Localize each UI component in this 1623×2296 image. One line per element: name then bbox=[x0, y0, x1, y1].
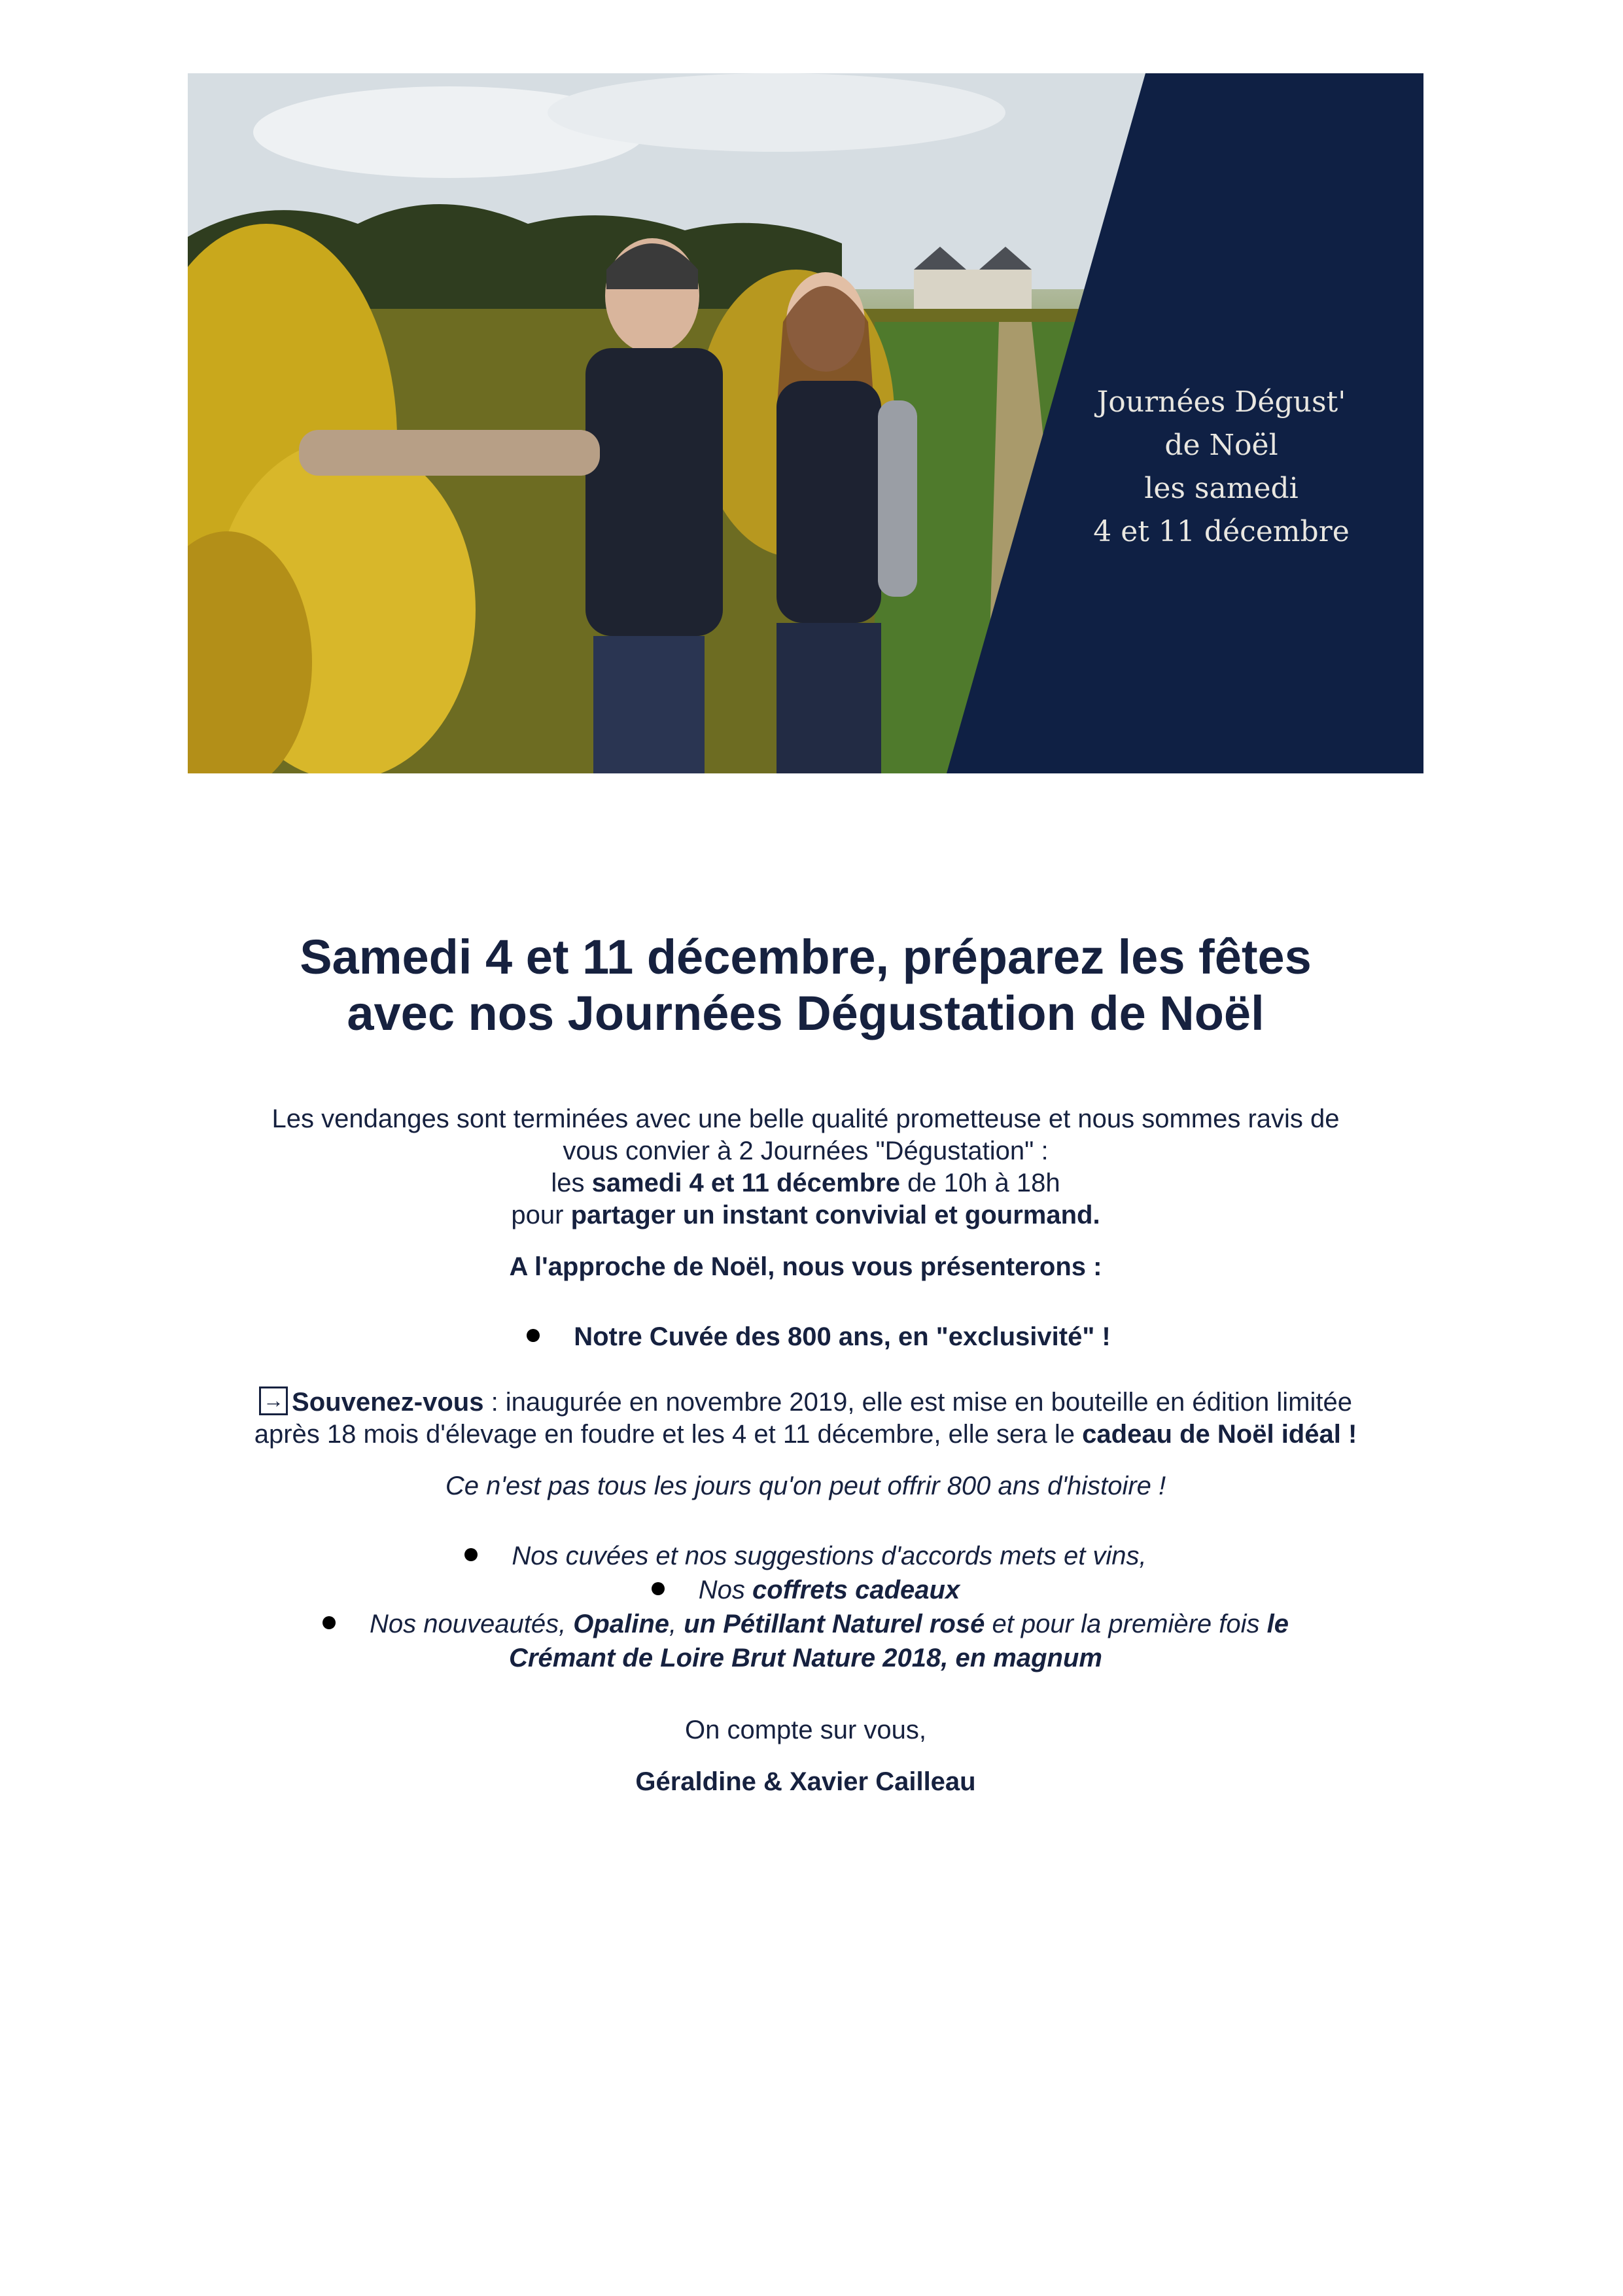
intro-line-1: Les vendanges sont terminées avec une belle qualité prometteuse et nous sommes ravis de vous convier à 2 Journées "Dégustation" : bbox=[271, 1104, 1340, 1165]
list-item-label: Notre Cuvée des 800 ans, en "exclusivité" ! bbox=[574, 1322, 1111, 1351]
list-item-connector: et pour la première fois bbox=[985, 1610, 1267, 1638]
gift-boxes: coffrets cadeaux bbox=[752, 1576, 960, 1604]
title-line-1: Samedi 4 et 11 décembre, préparez les fêtes bbox=[300, 930, 1312, 984]
product-opaline: Opaline bbox=[573, 1610, 669, 1638]
offers-list bbox=[188, 1539, 1423, 1675]
featured-list bbox=[188, 1320, 1423, 1354]
closing-line: On compte sur vous, bbox=[684, 1716, 927, 1744]
bullet-icon bbox=[464, 1548, 478, 1561]
product-cremant: le Crémant de Loire Brut Nature 2018, en magnum bbox=[509, 1610, 1289, 1672]
bullet-icon bbox=[323, 1616, 336, 1629]
intro-line-3 bbox=[247, 1199, 1365, 1231]
remember-paragraph bbox=[188, 1386, 1423, 1451]
remember-body: : inaugurée en novembre 2019, elle est mise en bouteille en édition limitée après 18 mois d'élevage en foudre et les 4 et 11 décembre, elle sera le bbox=[254, 1388, 1352, 1449]
header-banner bbox=[188, 73, 1423, 773]
remember-label: Souvenez-vous bbox=[292, 1388, 484, 1417]
history-tagline: Ce n'est pas tous les jours qu'on peut offrir 800 ans d'histoire ! bbox=[445, 1472, 1166, 1500]
product-petillant: un Pétillant Naturel rosé bbox=[684, 1610, 985, 1638]
list-item bbox=[188, 1607, 1423, 1675]
intro-dates: samedi 4 et 11 décembre bbox=[591, 1169, 900, 1197]
banner-line-3: les samedi bbox=[1144, 472, 1299, 505]
intro-line-2 bbox=[247, 1167, 1365, 1199]
list-item bbox=[188, 1573, 1423, 1607]
banner-line-2: de Noël bbox=[1164, 429, 1278, 462]
banner-caption bbox=[1038, 381, 1405, 554]
list-item bbox=[188, 1320, 1423, 1354]
page-title bbox=[188, 929, 1423, 1042]
list-item bbox=[188, 1539, 1423, 1573]
intro-line-2-pre: les bbox=[551, 1169, 592, 1197]
bullet-icon bbox=[652, 1582, 665, 1595]
approach-heading: A l'approche de Noël, nous vous présenterons : bbox=[509, 1252, 1102, 1281]
intro-purpose: partager un instant convivial et gourmand. bbox=[570, 1201, 1100, 1229]
intro-hours: de 10h à 18h bbox=[899, 1169, 1060, 1197]
newsletter-body bbox=[188, 929, 1423, 1798]
title-line-2: avec nos Journées Dégustation de Noël bbox=[347, 986, 1265, 1040]
intro-line-3-pre: pour bbox=[511, 1201, 571, 1229]
list-item-label: Nos cuvées et nos suggestions d'accords mets et vins, bbox=[512, 1542, 1147, 1570]
arrow-right-box-icon: → bbox=[259, 1386, 288, 1415]
bullet-icon bbox=[527, 1329, 540, 1342]
list-item-label: Nos nouveautés, bbox=[369, 1610, 574, 1638]
remember-text bbox=[253, 1386, 1358, 1451]
separator: , bbox=[669, 1610, 684, 1638]
banner-line-4: 4 et 11 décembre bbox=[1093, 515, 1350, 548]
banner-line-1: Journées Dégust' bbox=[1096, 385, 1346, 419]
list-item-label: Nos bbox=[698, 1576, 753, 1604]
intro-paragraph bbox=[188, 1103, 1423, 1231]
remember-gift: cadeau de Noël idéal ! bbox=[1082, 1420, 1357, 1449]
signature: Géraldine & Xavier Cailleau bbox=[635, 1767, 976, 1796]
